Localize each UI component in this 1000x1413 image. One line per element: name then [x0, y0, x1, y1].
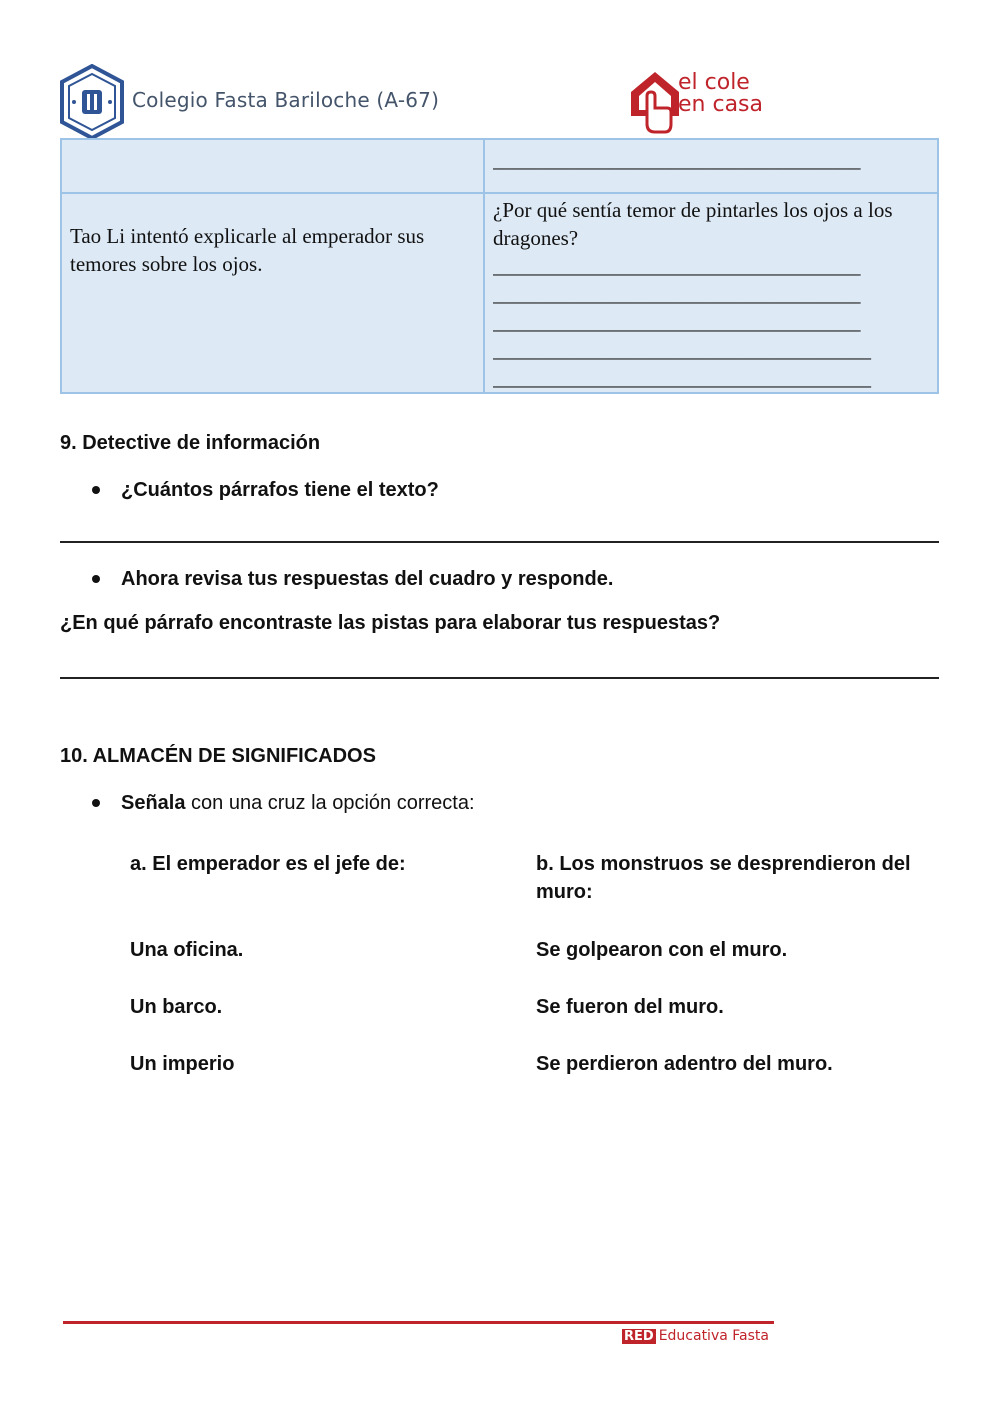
brand-line-1: el cole	[678, 70, 750, 95]
table-cell-left	[61, 139, 484, 193]
question-text: ¿Por qué sentía temor de pintarles los ojos a los dragones?	[493, 198, 893, 250]
instruction-rest: con una cruz la opción correcta:	[185, 792, 475, 814]
house-hand-icon	[625, 66, 685, 136]
option-a1[interactable]: Una oficina.	[130, 939, 244, 961]
option-b1[interactable]: Se golpearon con el muro.	[536, 939, 788, 961]
option-b2[interactable]: Se fueron del muro.	[536, 996, 724, 1018]
red-label: RED	[624, 1329, 654, 1344]
bullet-icon	[92, 799, 100, 807]
column-b-heading-line1: b. Los monstruos se desprendieron del	[536, 853, 911, 875]
school-name: Colegio Fasta Bariloche (A-67)	[132, 88, 440, 112]
column-a-heading: a. El emperador es el jefe de:	[130, 853, 406, 875]
answer-line-which-paragraph[interactable]	[60, 677, 939, 679]
section-10-title: 10. ALMACÉN DE SIGNIFICADOS	[60, 745, 376, 767]
option-b3[interactable]: Se perdieron adentro del muro.	[536, 1053, 833, 1075]
questions-table	[60, 138, 939, 394]
table-cell-left	[61, 193, 484, 393]
answer-line[interactable]: ___________________________________	[493, 254, 861, 278]
section-9-title: 9. Detective de información	[60, 432, 321, 454]
answer-line[interactable]: ____________________________________	[493, 338, 871, 362]
footer-brand-text: Educativa Fasta	[658, 1328, 769, 1344]
answer-line[interactable]: ___________________________________	[493, 148, 861, 172]
school-seal-logo	[58, 64, 126, 140]
option-a3[interactable]: Un imperio	[130, 1053, 235, 1075]
answer-line[interactable]: ___________________________________	[493, 310, 861, 334]
table-cell-right[interactable]	[484, 139, 938, 193]
el-cole-en-casa-brand	[678, 72, 763, 116]
bullet-review-answers: Ahora revisa tus respuestas del cuadro y responde.	[121, 568, 614, 590]
brand-line-2: en casa	[678, 92, 763, 117]
column-b-heading-line2: muro:	[536, 881, 593, 903]
footer-brand	[622, 1328, 769, 1344]
table-cell-right[interactable]	[484, 193, 938, 393]
question-which-paragraph: ¿En qué párrafo encontraste las pistas para elaborar tus respuestas?	[60, 612, 721, 634]
answer-line-paragraphs[interactable]	[60, 541, 939, 543]
bullet-icon	[92, 575, 100, 583]
option-a2[interactable]: Un barco.	[130, 996, 223, 1018]
answer-line[interactable]: ____________________________________	[493, 366, 871, 390]
answer-line[interactable]: ___________________________________	[493, 282, 861, 306]
table-row	[61, 193, 938, 393]
table-row	[61, 139, 938, 193]
bullet-question-paragraphs: ¿Cuántos párrafos tiene el texto?	[121, 479, 439, 501]
statement-text: Tao Li intentó explicarle al emperador sus temores sobre los ojos.	[70, 224, 425, 276]
footer-divider	[63, 1321, 774, 1324]
instruction-text	[121, 792, 475, 815]
bullet-icon	[92, 486, 100, 494]
instruction-bold: Señala	[121, 792, 186, 814]
